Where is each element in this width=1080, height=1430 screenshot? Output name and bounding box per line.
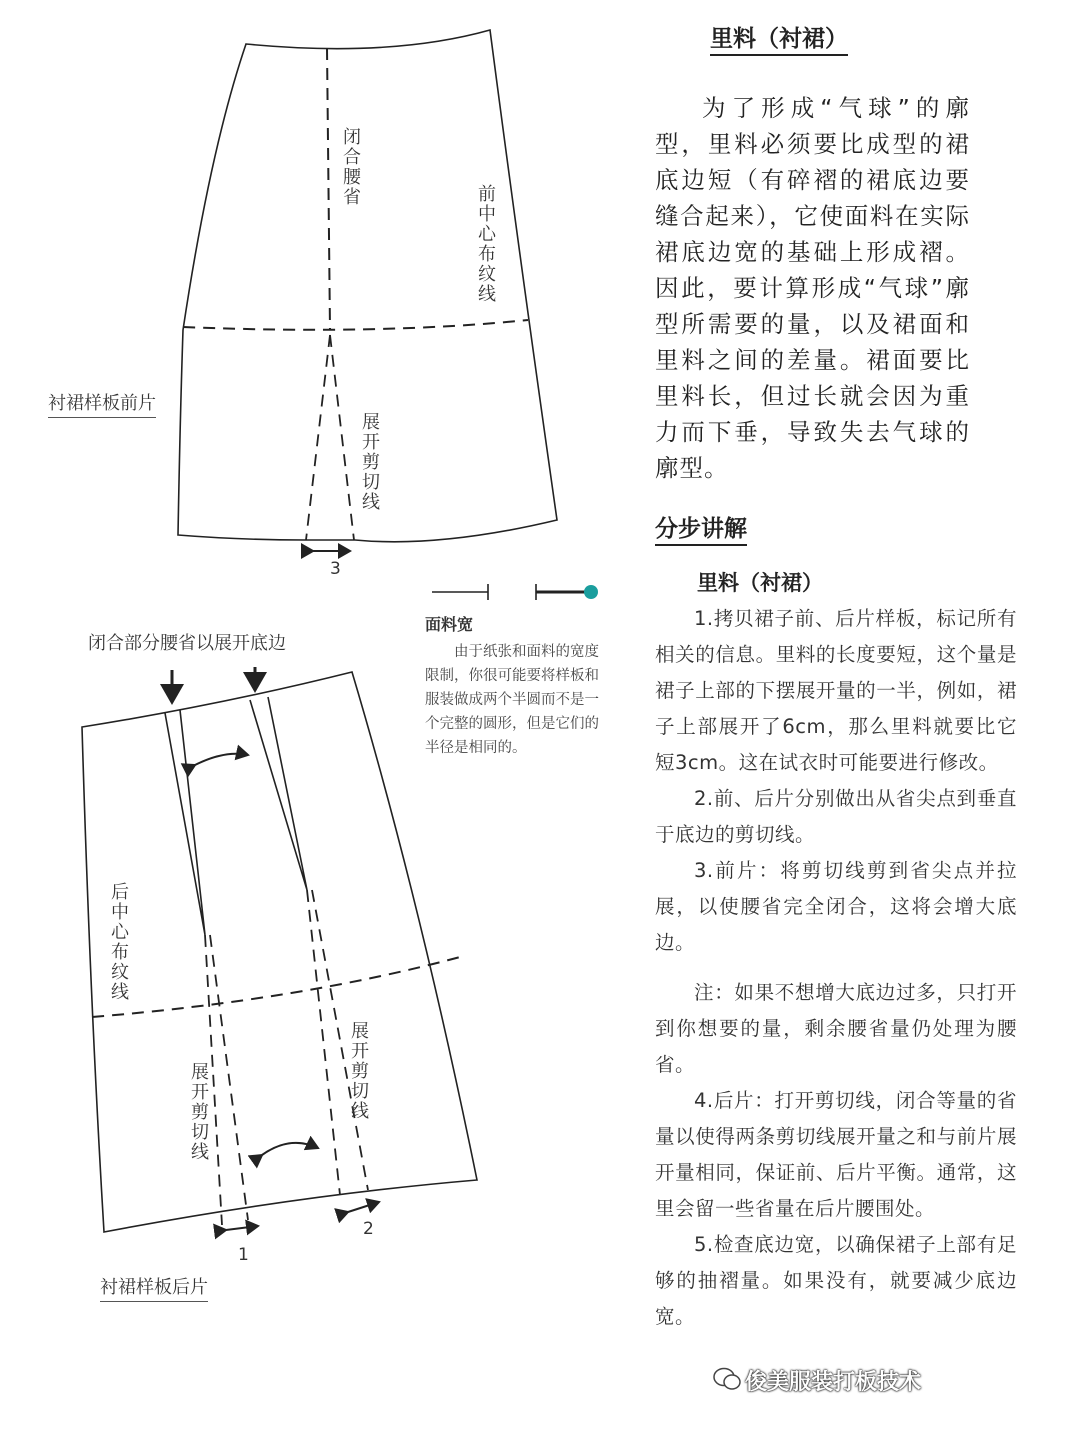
- teal-dot-icon: [584, 585, 598, 599]
- front-spread-number: 3: [330, 559, 341, 579]
- back-instruction-label: 闭合部分腰省以展开底边: [88, 633, 286, 654]
- back-slash-label-2: 展开剪切线: [351, 1021, 369, 1122]
- wechat-icon: [712, 1366, 742, 1392]
- step-note: 注：如果不想增大底边过多，只打开到你想要的量，剩余腰省量仍处理为腰省。: [655, 981, 1017, 1076]
- page-title: 里料（衬裙）: [710, 20, 848, 56]
- watermark: 俊美服装打板技术: [745, 1370, 922, 1395]
- section-heading: 分步讲解: [655, 510, 747, 546]
- back-spread-arrow-2: [348, 1202, 379, 1212]
- back-slash-label-1: 展开剪切线: [191, 1062, 209, 1163]
- front-piece-label: 衬裙样板前片: [48, 389, 156, 418]
- back-spread-arrow-1: [226, 1226, 258, 1230]
- step-2: 2.前、后片分别做出从省尖点到垂直于底边的剪切线。: [655, 787, 1017, 846]
- back-spread-number-1: 1: [238, 1245, 249, 1265]
- sub-heading: 里料（衬裙）: [697, 571, 823, 595]
- fabric-width-symbol: [432, 584, 598, 600]
- step-3: 3.前片：将剪切线剪到省尖点并拉展，以使腰省完全闭合，这将会增大底边。: [655, 859, 1017, 954]
- back-spread-number-2: 2: [363, 1219, 374, 1239]
- note-body: 由于纸张和面料的宽度限制，你很可能要将样板和服装做成两个半圆而不是一个完整的圆形，但是它们的半径是相同的。: [425, 644, 599, 756]
- intro-paragraph: 为了形成“气球”的廓型，里料必须要比成型的裙底边短（有碎褶的裙底边要缝合起来），它使面料在实际裙底边宽的基础上形成褶。因此，要计算形成“气球”廓型所需要的量，以及裙面和里料之间的差量。裙面要比里料长，但过长就会因为重力而下垂，导致失去气球的廓型。: [655, 94, 970, 482]
- step-5: 5.检查底边宽，以确保裙子上部有足够的抽褶量。如果没有，就要减少底边宽。: [655, 1233, 1017, 1328]
- back-piece-label: 衬裙样板后片: [100, 1273, 208, 1302]
- step-list: [655, 601, 1017, 1335]
- note-title: 面料宽: [425, 615, 474, 634]
- back-center-grain-label: 后中心布纹线: [111, 882, 129, 1003]
- step-4: 4.后片：打开剪切线，闭合等量的省量以使得两条剪切线展开量之和与前片展开量相同，保证前、后片平衡。通常，这里会留一些省量在后片腰围处。: [655, 1089, 1017, 1220]
- front-dart-label: 闭合腰省: [343, 127, 361, 208]
- front-slash-label: 展开剪切线: [362, 412, 380, 513]
- back-piece: [82, 667, 477, 1232]
- step-1: 1.拷贝裙子前、后片样板，标记所有相关的信息。里料的长度要短，这个量是裙子上部的下摆展开量的一半，例如，裙子上部展开了6cm，那么里料就要比它短3cm。这在试衣时可能要进行修改。: [655, 607, 1017, 774]
- front-center-grain-label: 前中心布纹线: [478, 184, 496, 305]
